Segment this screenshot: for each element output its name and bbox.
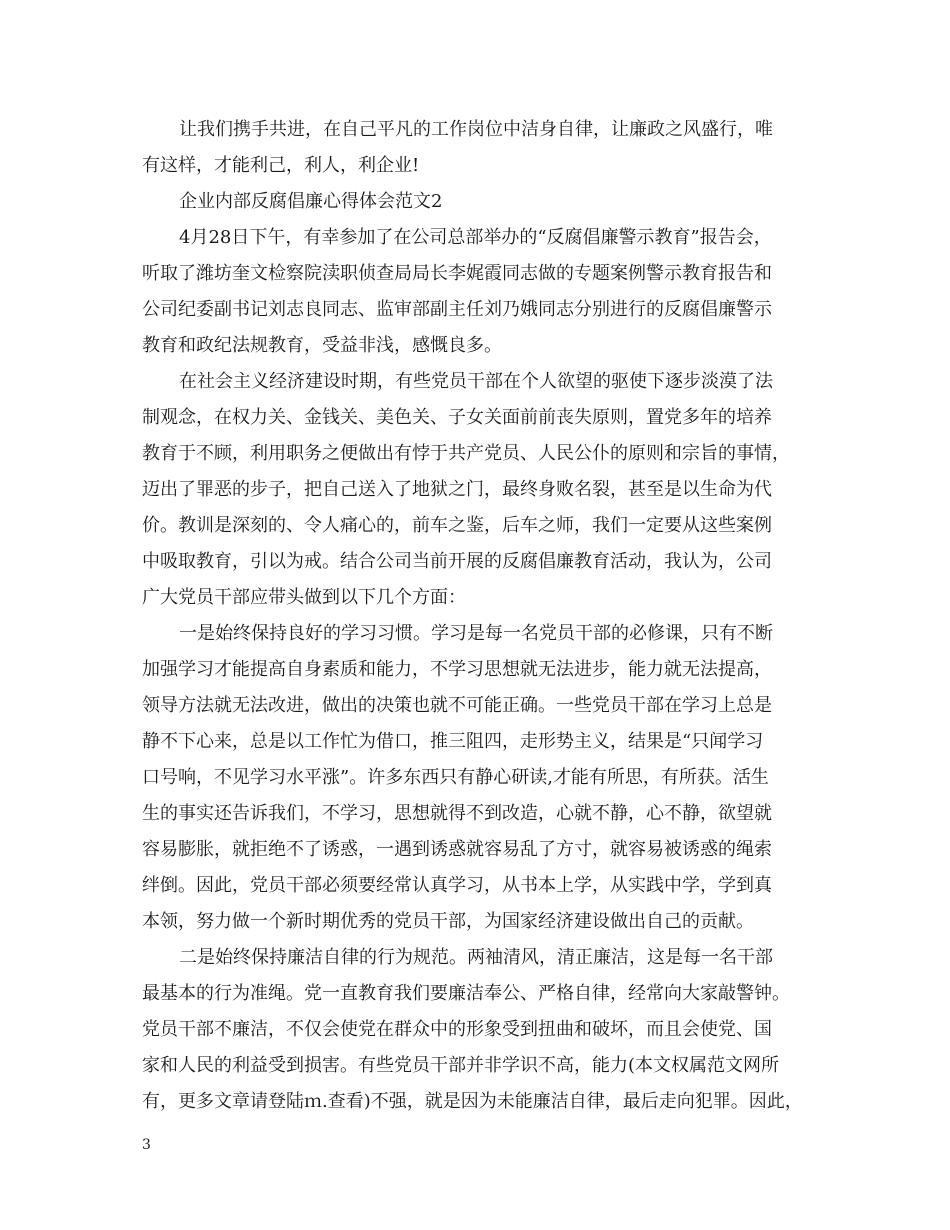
line-text: 4月28日下午，有幸参加了在公司总部举办的“反腐倡廉警示教育”报告会， [179, 227, 772, 248]
line-text: 在社会主义经济建设时期，有些党员干部在个人欲望的驱使下逐步淡漠了法 [179, 371, 773, 392]
text-line [0, 1012, 950, 1048]
text-line [0, 724, 950, 760]
text-line [0, 760, 950, 796]
text-line [0, 436, 950, 472]
line-text: 制观念，在权力关、金钱关、美色关、子女关面前前丧失原则，置党多年的培养 [142, 407, 772, 428]
line-text: 价。教训是深刻的、令人痛心的，前车之鉴，后车之师，我们一定要从这些案例 [142, 515, 772, 536]
line-text: 有这样，才能利己，利人，利企业! [142, 155, 420, 176]
text-line [0, 400, 950, 436]
section-heading [0, 184, 950, 220]
line-text: 教育和政纪法规教育，受益非浅，感慨良多。 [142, 335, 502, 356]
line-text: 家和人民的利益受到损害。有些党员干部并非学识不高，能力(本文权属范文网所 [142, 1055, 780, 1076]
line-text: 迈出了罪恶的步子，把自己送入了地狱之门，最终身败名裂，甚至是以生命为代 [142, 479, 772, 500]
text-line [0, 940, 950, 976]
text-line [0, 364, 950, 400]
line-text: 生的事实还告诉我们，不学习，思想就得不到改造，心就不静，心不静，欲望就 [142, 803, 772, 824]
line-text: 口号响，不见学习水平涨”。许多东西只有静心研读,才能有所思，有所获。活生 [142, 767, 769, 788]
text-line [0, 904, 950, 940]
text-line [0, 112, 950, 148]
text-line [0, 688, 950, 724]
text-line [0, 580, 950, 616]
page-number: 3 [142, 1137, 151, 1153]
line-text: 一是始终保持良好的学习习惯。学习是每一名党员干部的必修课，只有不断 [179, 623, 773, 644]
text-line [0, 796, 950, 832]
line-text: 容易膨胀，就拒绝不了诱惑，一遇到诱惑就容易乱了方寸，就容易被诱惑的绳索 [142, 839, 772, 860]
text-line [0, 220, 950, 256]
text-line [0, 292, 950, 328]
text-line [0, 832, 950, 868]
text-line [0, 616, 950, 652]
line-text: 广大党员干部应带头做到以下几个方面： [142, 587, 466, 608]
line-text: 最基本的行为准绳。党一直教育我们要廉洁奉公、严格自律，经常向大家敲警钟。 [142, 983, 790, 1004]
line-text: 静不下心来，总是以工作忙为借口，推三阻四，走形势主义，结果是“只闻学习 [142, 731, 764, 752]
line-text: 听取了潍坊奎文检察院渎职侦查局局长李娓霞同志做的专题案例警示教育报告和 [142, 263, 772, 284]
text-line [0, 328, 950, 364]
line-text: 企业内部反腐倡廉心得体会范文2 [179, 191, 443, 212]
text-line [0, 868, 950, 904]
text-line [0, 976, 950, 1012]
text-line [0, 1084, 950, 1120]
line-text: 党员干部不廉洁，不仅会使党在群众中的形象受到扭曲和破坏，而且会使党、国 [142, 1019, 772, 1040]
text-line [0, 544, 950, 580]
line-text: 中吸取教育，引以为戒。结合公司当前开展的反腐倡廉教育活动，我认为，公司 [142, 551, 772, 572]
line-text: 本领，努力做一个新时期优秀的党员干部，为国家经济建设做出自己的贡献。 [142, 911, 754, 932]
text-line [0, 148, 950, 184]
line-text: 让我们携手共进，在自己平凡的工作岗位中洁身自律，让廉政之风盛行，唯 [179, 119, 773, 140]
line-text: 公司纪委副书记刘志良同志、监审部副主任刘乃娥同志分别进行的反腐倡廉警示 [142, 299, 772, 320]
line-text: 二是始终保持廉洁自律的行为规范。两袖清风，清正廉洁，这是每一名干部 [179, 947, 773, 968]
line-text: 领导方法就无法改进，做出的决策也就不可能正确。一些党员干部在学习上总是 [142, 695, 772, 716]
text-line [0, 256, 950, 292]
line-text: 绊倒。因此，党员干部必须要经常认真学习，从书本上学，从实践中学，学到真 [142, 875, 772, 896]
text-line [0, 1048, 950, 1084]
line-text: 有，更多文章请登陆ｍ.查看)不强，就是因为未能廉洁自律，最后走向犯罪。因此， [142, 1091, 803, 1112]
text-line [0, 508, 950, 544]
text-line [0, 652, 950, 688]
text-line [0, 472, 950, 508]
line-text: 教育于不顾，利用职务之便做出有悖于共产党员、人民公仆的原则和宗旨的事情， [142, 443, 790, 464]
line-text: 加强学习才能提高自身素质和能力，不学习思想就无法进步，能力就无法提高， [142, 659, 772, 680]
